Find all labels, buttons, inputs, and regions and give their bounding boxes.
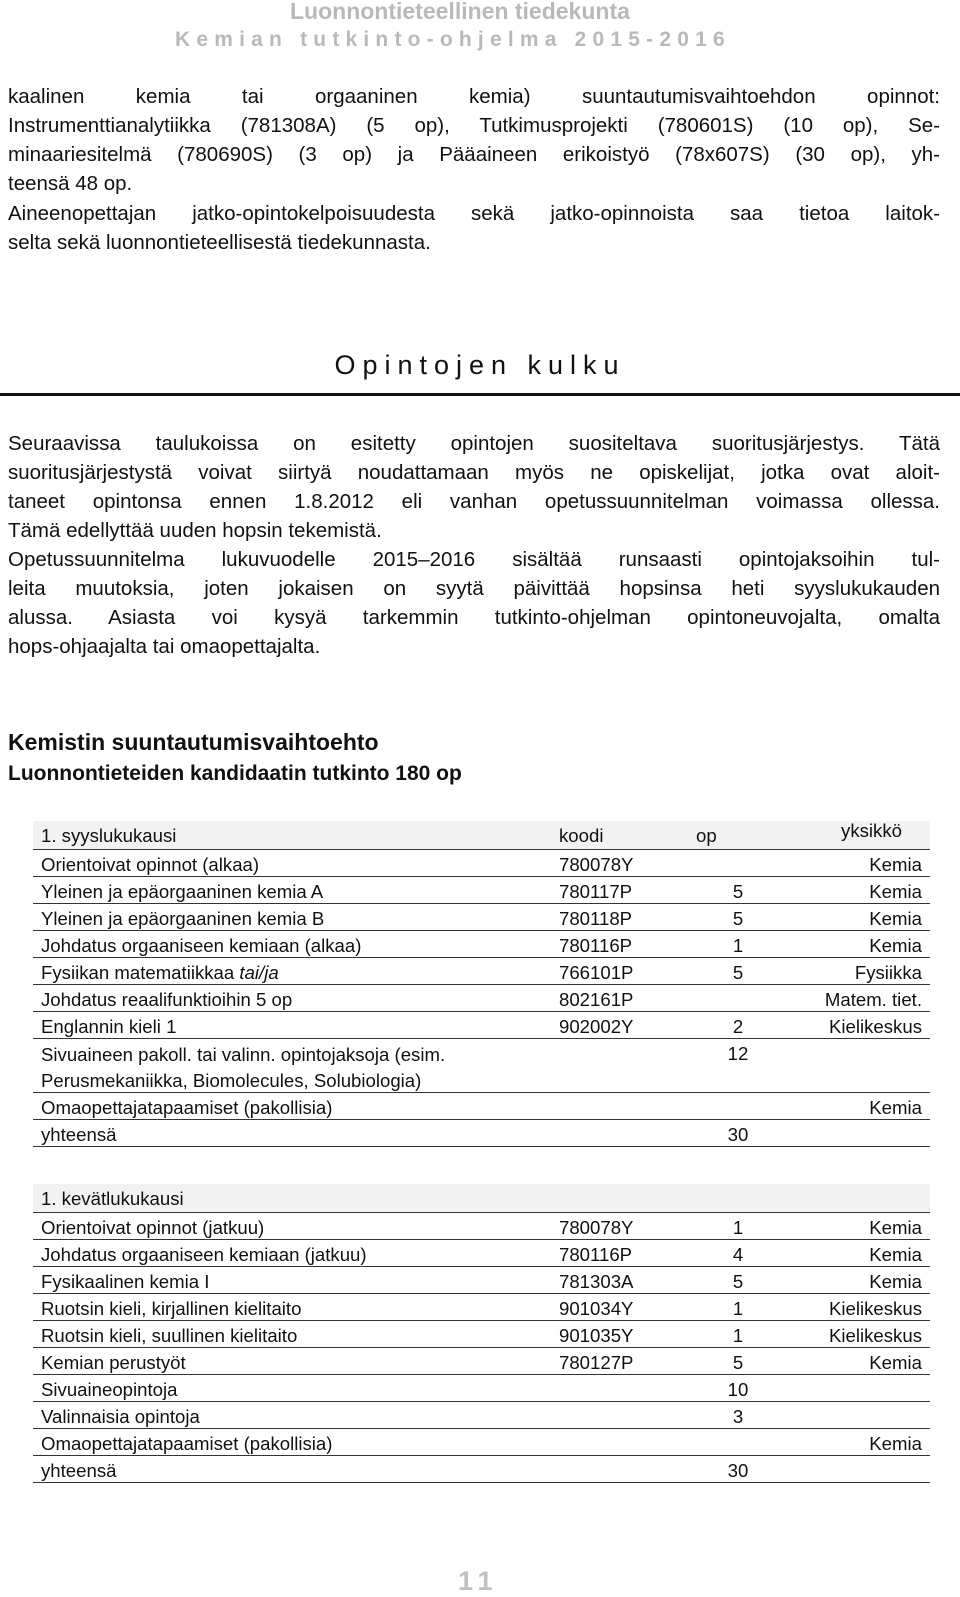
table-row bbox=[33, 1375, 930, 1402]
course-code: 780116P bbox=[559, 935, 633, 956]
faculty-name: Luonnontieteellinen tiedekunta bbox=[290, 0, 630, 24]
course-name-text: Fysiikan matematiikkaa bbox=[41, 962, 235, 983]
course-code: 780116P bbox=[559, 1244, 633, 1265]
course-name: Englannin kieli 1 bbox=[41, 1016, 177, 1037]
course-unit: Kemia bbox=[869, 1433, 922, 1454]
table-row bbox=[33, 904, 930, 931]
course-credits: 3 bbox=[732, 1406, 744, 1427]
course-name: Orientoivat opinnot (jatkuu) bbox=[41, 1217, 265, 1238]
course-credits: 12 bbox=[727, 1043, 749, 1064]
course-unit: Kemia bbox=[869, 1217, 922, 1238]
track-subtitle: Luonnontieteiden kandidaatin tutkinto 180 op bbox=[8, 762, 462, 785]
course-code: 780117P bbox=[559, 881, 633, 902]
table-row bbox=[33, 1294, 930, 1321]
course-name: Yleinen ja epäorgaaninen kemia A bbox=[41, 881, 324, 902]
course-credits: 5 bbox=[732, 1352, 744, 1373]
course-name-line: Sivuaineen pakoll. tai valinn. opintojaksoja (esim. bbox=[41, 1044, 446, 1065]
course-name bbox=[41, 961, 279, 985]
op-header: op bbox=[696, 825, 717, 846]
course-unit: Kemia bbox=[869, 854, 922, 875]
intro-line: teensä 48 op. bbox=[8, 172, 133, 195]
course-name: Sivuaineopintoja bbox=[41, 1379, 178, 1400]
course-code: 901034Y bbox=[559, 1298, 634, 1319]
table-row bbox=[33, 1012, 930, 1039]
course-code: 780118P bbox=[559, 908, 633, 929]
teacher-line: selta sekä luonnontieteellisestä tiedekunnasta. bbox=[8, 231, 431, 254]
intro-line: minaariesitelmä (780690S) (3 op) ja Pääaineen erikoistyö (78x607S) (30 op), yh- bbox=[8, 143, 940, 166]
course-unit: Kemia bbox=[869, 1097, 922, 1118]
table-row bbox=[33, 1321, 930, 1348]
code-header: koodi bbox=[559, 825, 604, 846]
curriculum-line: Opetussuunnitelma lukuvuodelle 2015–2016 sisältää runsaasti opintojaksoihin tul- bbox=[8, 548, 940, 571]
autumn-table bbox=[33, 821, 930, 1147]
table-row bbox=[33, 1093, 930, 1120]
course-credits: 1 bbox=[732, 935, 744, 956]
course-code: 901035Y bbox=[559, 1325, 634, 1346]
table-row bbox=[33, 1429, 930, 1456]
table-row bbox=[33, 1213, 930, 1240]
order-line: Seuraavissa taulukoissa on esitetty opintojen suositeltava suoritusjärjestys. Tätä bbox=[8, 432, 940, 455]
course-unit: Kielikeskus bbox=[828, 1016, 922, 1037]
course-name: Orientoivat opinnot (alkaa) bbox=[41, 854, 260, 875]
course-credits: 1 bbox=[732, 1298, 744, 1319]
course-code: 780078Y bbox=[559, 854, 634, 875]
course-unit: Kemia bbox=[869, 1352, 922, 1373]
order-paragraph bbox=[8, 429, 940, 545]
course-name-line: Perusmekaniikka, Biomolecules, Solubiologia) bbox=[41, 1070, 422, 1091]
course-credits: 4 bbox=[732, 1244, 744, 1265]
course-credits: 5 bbox=[732, 962, 744, 983]
table-header-row bbox=[33, 1184, 930, 1213]
program-name: Kemian tutkinto-ohjelma 2015-2016 bbox=[175, 28, 731, 51]
course-name: Johdatus orgaaniseen kemiaan (jatkuu) bbox=[41, 1244, 367, 1265]
course-unit: Kielikeskus bbox=[828, 1298, 922, 1319]
page-number: 11 bbox=[458, 1566, 499, 1596]
order-line: Tämä edellyttää uuden hopsin tekemistä. bbox=[8, 519, 382, 542]
section-title: Opintojen kulku bbox=[334, 350, 626, 380]
teacher-paragraph bbox=[8, 199, 940, 257]
curriculum-line: hops-ohjaajalta tai omaopettajalta. bbox=[8, 635, 321, 658]
course-code: 780078Y bbox=[559, 1217, 634, 1238]
course-credits: 10 bbox=[727, 1379, 749, 1400]
curriculum-line: leita muutoksia, joten jokaisen on syytä päivittää hopsinsa heti syyslukukauden bbox=[8, 577, 940, 600]
course-name: Johdatus reaalifunktioihin 5 op bbox=[41, 989, 293, 1010]
section-divider bbox=[0, 393, 960, 396]
course-unit: Kemia bbox=[869, 881, 922, 902]
unit-header: yksikkö bbox=[841, 820, 902, 841]
table-row bbox=[33, 1348, 930, 1375]
total-label: yhteensä bbox=[41, 1124, 117, 1145]
course-credits: 5 bbox=[732, 908, 744, 929]
course-unit: Kemia bbox=[869, 1244, 922, 1265]
course-name: Fysikaalinen kemia I bbox=[41, 1271, 210, 1292]
course-unit: Kemia bbox=[869, 935, 922, 956]
course-name: Omaopettajatapaamiset (pakollisia) bbox=[41, 1097, 333, 1118]
course-credits: 2 bbox=[732, 1016, 744, 1037]
course-credits: 5 bbox=[732, 1271, 744, 1292]
table-header-row bbox=[33, 821, 930, 850]
table-row bbox=[33, 1240, 930, 1267]
course-unit: Fysiikka bbox=[854, 962, 922, 983]
table-row bbox=[33, 1039, 930, 1093]
table-row bbox=[33, 850, 930, 877]
course-name: Ruotsin kieli, kirjallinen kielitaito bbox=[41, 1298, 302, 1319]
course-credits: 1 bbox=[732, 1217, 744, 1238]
course-unit: Kemia bbox=[869, 1271, 922, 1292]
course-code: 781303A bbox=[559, 1271, 634, 1292]
course-code: 902002Y bbox=[559, 1016, 634, 1037]
teacher-line: Aineenopettajan jatko-opintokelpoisuudesta sekä jatko-opinnoista saa tietoa laitok- bbox=[8, 202, 940, 225]
table-row bbox=[33, 985, 930, 1012]
course-credits: 1 bbox=[732, 1325, 744, 1346]
order-line: suoritusjärjestystä voivat siirtyä noudattamaan myös ne opiskelijat, jotka ovat aloit- bbox=[8, 461, 940, 484]
course-name: Ruotsin kieli, suullinen kielitaito bbox=[41, 1325, 298, 1346]
intro-line: kaalinen kemia tai orgaaninen kemia) suuntautumisvaihtoehdon opinnot: bbox=[8, 85, 940, 108]
intro-line: Instrumenttianalytiikka (781308A) (5 op), Tutkimusprojekti (780601S) (10 op), Se- bbox=[8, 114, 940, 137]
course-credits: 5 bbox=[732, 881, 744, 902]
term-header: 1. kevätlukukausi bbox=[41, 1188, 184, 1209]
curriculum-line: alussa. Asiasta voi kysyä tarkemmin tutkinto-ohjelman opintoneuvojalta, omalta bbox=[8, 606, 940, 629]
course-unit: Kielikeskus bbox=[828, 1325, 922, 1346]
table-row bbox=[33, 931, 930, 958]
table-row bbox=[33, 1402, 930, 1429]
table-row bbox=[33, 877, 930, 904]
total-credits: 30 bbox=[727, 1460, 749, 1481]
course-name: Johdatus orgaaniseen kemiaan (alkaa) bbox=[41, 935, 362, 956]
term-header: 1. syyslukukausi bbox=[41, 825, 177, 846]
table-row bbox=[33, 1267, 930, 1294]
course-name: Valinnaisia opintoja bbox=[41, 1406, 200, 1427]
course-name bbox=[41, 1042, 445, 1094]
track-title: Kemistin suuntautumisvaihtoehto bbox=[8, 729, 379, 755]
table-row-total bbox=[33, 1456, 930, 1483]
total-label: yhteensä bbox=[41, 1460, 117, 1481]
course-name: Omaopettajatapaamiset (pakollisia) bbox=[41, 1433, 333, 1454]
table-row-total bbox=[33, 1120, 930, 1147]
course-unit: Matem. tiet. bbox=[824, 989, 922, 1010]
course-name: Yleinen ja epäorgaaninen kemia B bbox=[41, 908, 325, 929]
course-code: 802161P bbox=[559, 989, 634, 1010]
spring-table bbox=[33, 1184, 930, 1483]
intro-paragraph bbox=[8, 82, 940, 198]
order-line: taneet opintonsa ennen 1.8.2012 eli vanhan opetussuunnitelman voimassa ollessa. bbox=[8, 490, 940, 513]
curriculum-paragraph bbox=[8, 545, 940, 661]
course-name: Kemian perustyöt bbox=[41, 1352, 186, 1373]
course-conjunction: tai/ja bbox=[239, 962, 279, 983]
course-code: 766101P bbox=[559, 962, 634, 983]
course-code: 780127P bbox=[559, 1352, 634, 1373]
course-unit: Kemia bbox=[869, 908, 922, 929]
table-row bbox=[33, 958, 930, 985]
total-credits: 30 bbox=[727, 1124, 749, 1145]
